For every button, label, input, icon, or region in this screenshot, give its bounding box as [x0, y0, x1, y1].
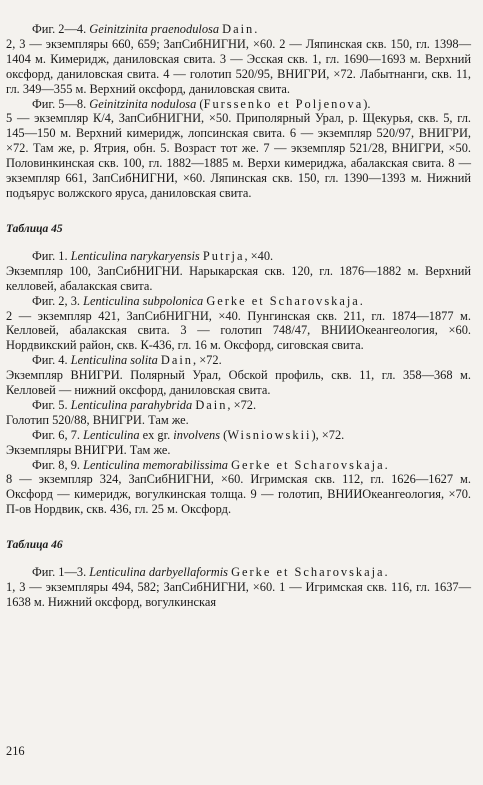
author-name: Gerke et Scharovskaja. [206, 293, 365, 308]
specimen-description [6, 580, 471, 610]
text-run: Голотип 520/88, ВНИГРИ. Там же. [6, 412, 189, 427]
author-name: Dain [160, 353, 193, 368]
text-run: , ×72. [193, 353, 222, 368]
taxon-name: Lenticulina solita [70, 353, 158, 368]
figure-caption [6, 353, 471, 368]
specimen-description [6, 37, 471, 97]
text-run: Фиг. 5—8. [32, 96, 90, 111]
text-run: ( [196, 96, 204, 111]
author-name: Gerke et Scharovskaja. [231, 457, 390, 472]
taxon-name: involvens [173, 427, 221, 442]
author-name: Putrja [202, 248, 245, 263]
figure-caption [6, 294, 471, 309]
text-run: 2, 3 — экземпляры 660, 659; ЗапСибНИГНИ, ×60. 2 — Ляпинская скв. 150, гл. 1398—1404 м. Кимеридж, даниловская свита. 3 — Эсская скв. 1, гл. 1690—1693 м. Верхний оксфорд, даниловская свита. 4 — голотип 520/95, ВНИГРИ, ×72. Лабытнанги, скв. 11, гл. 349—355 м. Верхний оксфорд, даниловская свита. [6, 36, 471, 96]
figure-caption [6, 398, 471, 413]
specimen-description [6, 368, 471, 398]
text-run: 8 — экземпляр 324, ЗапСибНИГНИ, ×60. Игримская скв. 112, гл. 1626—1627 м. Оксфорд — кимеридж, вогулкинская толща. 9 — голотип, ВНИИОкеангеология, ×70. П-ов Нордвик, скв. 436, гл. 25 м. Оксфорд. [6, 472, 471, 517]
author-name: Gerke et Scharovskaja. [231, 565, 390, 580]
text-run: ex gr. [139, 427, 174, 442]
figure-caption [6, 249, 471, 264]
figure-caption [6, 97, 471, 112]
text-run: Экземпляр 100, ЗапСибНИГНИ. Нарыкарская скв. 120, гл. 1876—1882 м. Верхний келловей, абалакская свита. [6, 263, 471, 293]
text-run: ( [220, 427, 228, 442]
text-run: 5 — экземпляр К/4, ЗапСибНИГНИ, ×50. Приполярный Урал, р. Щекурья, скв. 5, гл. 145—150 м. Верхний кимеридж, лопсинская свита. 6 — экземпляр 520/97, ВНИГРИ, ×72. Там же, р. Ятрия, обн. 5. Возраст тот же. 7 — экземпляр 521/28, ВНИГРИ, ×50. Половинкинская скв. 100, гл. 1882—1885 м. Верхи кимериджа, абалакская свита. 8 — экземпляр 661, ЗапСибНИГНИ, ×60. Ляпинская скв. 150, гл. 1390—1393 м. Нижний подъярус волжского яруса, даниловская свита. [6, 111, 471, 200]
text-run: ). [363, 96, 371, 111]
table-heading: Таблица 45 [6, 222, 63, 235]
taxon-name: Lenticulina memorabilissima [83, 457, 228, 472]
figure-caption [6, 565, 471, 580]
taxon-name: Lenticulina [83, 427, 140, 442]
specimen-description [6, 264, 471, 294]
text-run: Фиг. 5. [32, 397, 71, 412]
text-run: , ×72. [227, 397, 257, 412]
author-name: Dain [195, 397, 228, 412]
taxon-name: Lenticulina darbyellaformis [89, 565, 228, 580]
text-run: Фиг. 1. [32, 248, 71, 263]
specimen-description [6, 443, 471, 458]
figure-caption [6, 22, 471, 37]
author-name: Dain. [222, 22, 260, 36]
taxon-name: Lenticulina subpolonica [83, 293, 204, 308]
author-name: Wisniowskii [227, 427, 312, 442]
text-run: ), ×72. [311, 427, 345, 442]
specimen-description [6, 472, 471, 517]
taxon-name: Lenticulina narykaryensis [70, 248, 200, 263]
author-name: Furssenko et Poljenova [203, 96, 364, 111]
text-run: Фиг. 4. [32, 353, 71, 368]
text-run: 1, 3 — экземпляры 494, 582; ЗапСибНИГНИ, ×60. 1 — Игримская скв. 116, гл. 1637—1638 м. Нижний оксфорд, вогулкинская [6, 580, 471, 609]
taxon-name: Geinitzinita nodulosa [89, 96, 197, 111]
taxon-name: Lenticulina parahybrida [70, 397, 193, 412]
text-run: Фиг. 6, 7. [32, 427, 84, 442]
specimen-description [6, 309, 471, 354]
taxon-name: Geinitzinita praenodulosa [89, 22, 220, 36]
table-heading: Таблица 46 [6, 539, 63, 552]
page-number: 216 [6, 744, 25, 758]
figure-caption [6, 428, 471, 443]
specimen-description [6, 111, 471, 200]
text-run: Экземпляр ВНИГРИ. Полярный Урал, Обской профиль, скв. 11, гл. 358—368 м. Келловей — нижний оксфорд, даниловская свита. [6, 368, 471, 398]
text-run: Фиг. 1—3. [32, 565, 90, 580]
text-run: Фиг. 8, 9. [32, 457, 84, 472]
text-run: Экземпляры ВНИГРИ. Там же. [6, 442, 171, 457]
text-run: 2 — экземпляр 421, ЗапСибНИГНИ, ×40. Пунгинская скв. 211, гл. 1874—1877 м. Келловей, абалакская свита. 3 — голотип 748/47, ВНИИОкеангеология, ×60. Нордвикский район, скв. К-436, гл. 16 м. Оксфорд, сиговская свита. [6, 308, 471, 353]
text-run: , ×40. [244, 248, 274, 263]
text-run: Фиг. 2, 3. [32, 293, 84, 308]
figure-caption [6, 458, 471, 473]
page-content [6, 22, 471, 610]
specimen-description [6, 413, 471, 428]
text-run: Фиг. 2—4. [32, 22, 90, 36]
